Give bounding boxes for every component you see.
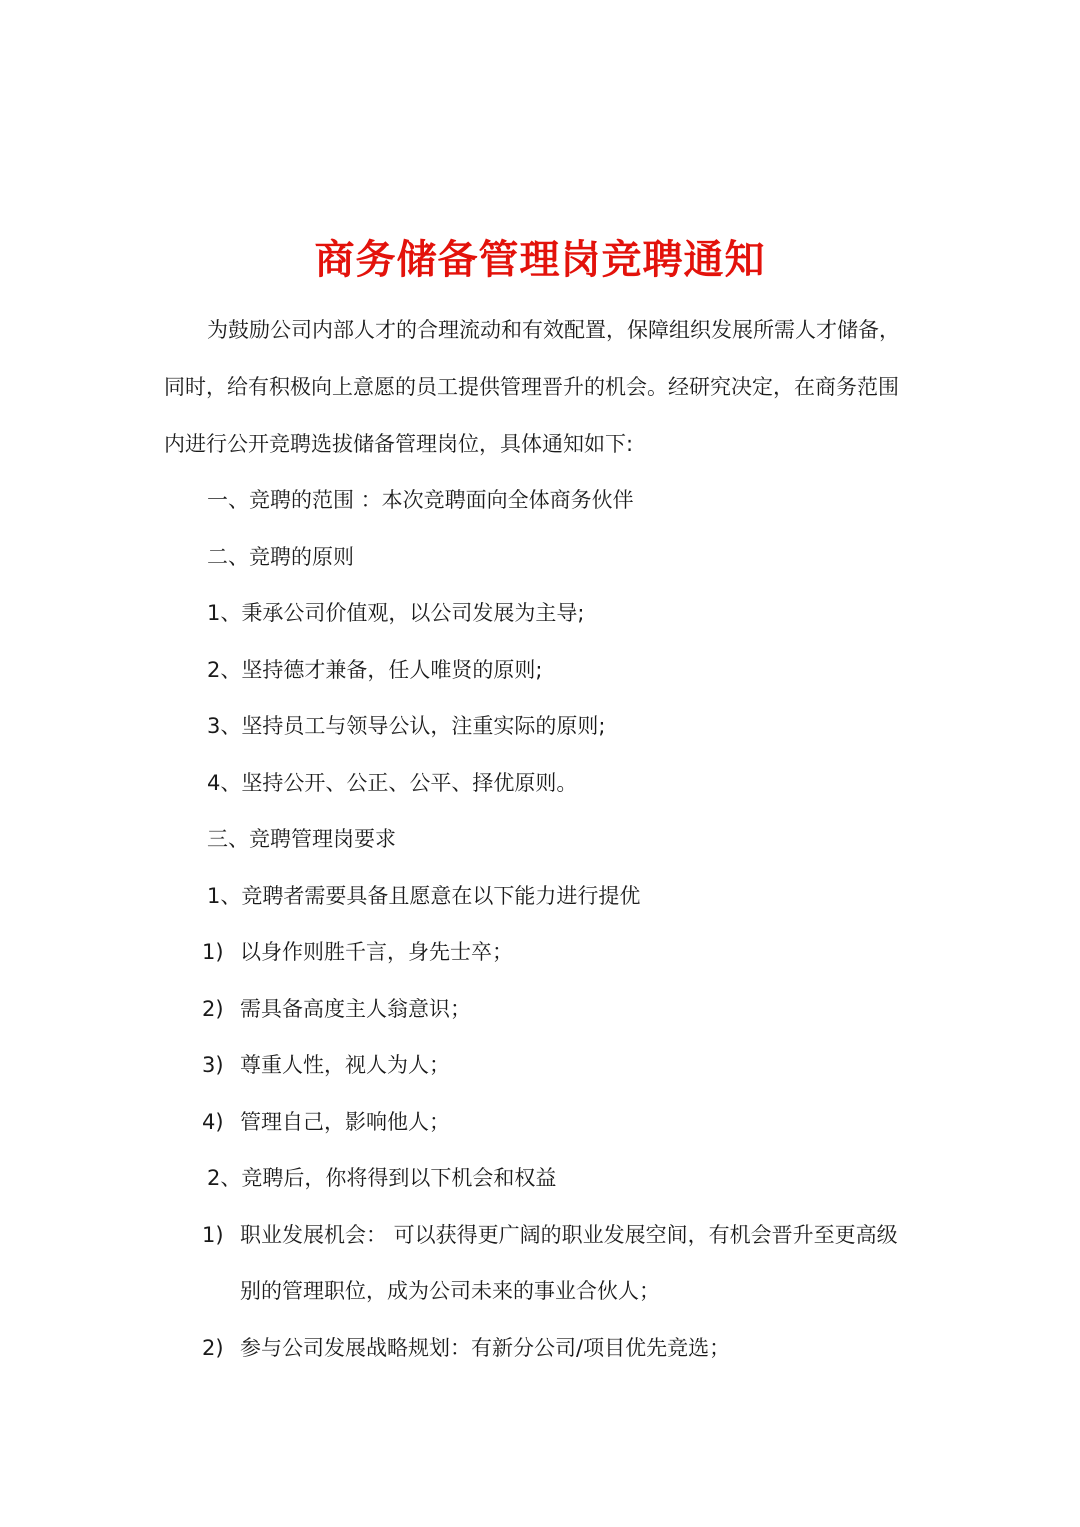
list-number: 2) (202, 1336, 224, 1360)
benefit-item (202, 1219, 898, 1251)
list-number: 1) (202, 940, 224, 964)
principle-item: 3、坚持员工与领导公认，注重实际的原则; (207, 714, 606, 738)
ability-item (202, 1106, 450, 1138)
requirements-sub1-heading: 1、竞聘者需要具备且愿意在以下能力进行提优 (207, 884, 641, 908)
benefit-item (202, 1332, 730, 1364)
intro-line-2: 同时，给有积极向上意愿的员工提供管理晋升的机会。经研究决定，在商务范围 (164, 375, 899, 399)
principle-item: 1、秉承公司价值观，以公司发展为主导; (207, 601, 585, 625)
list-text: 职业发展机会： 可以获得更广阔的职业发展空间，有机会晋升至更高级 (240, 1223, 898, 1247)
intro-line-3: 内进行公开竞聘选拔储备管理岗位，具体通知如下: (164, 432, 634, 456)
list-text: 以身作则胜千言，身先士卒； (240, 940, 513, 964)
principle-item: 4、坚持公开、公正、公平、择优原则。 (207, 771, 578, 795)
ability-item (202, 936, 513, 968)
benefit-item-continuation: 别的管理职位，成为公司未来的事业合伙人； (240, 1279, 660, 1303)
list-text: 需具备高度主人翁意识； (240, 997, 471, 1021)
list-text: 参与公司发展战略规划：有新分公司/项目优先竞选； (240, 1336, 731, 1360)
list-number: 3) (202, 1053, 224, 1077)
section-requirements-heading: 三、竞聘管理岗要求 (207, 827, 396, 851)
list-number: 2) (202, 997, 224, 1021)
document-title: 商务储备管理岗竞聘通知 (314, 237, 766, 283)
list-text: 尊重人性，视人为人； (240, 1053, 450, 1077)
list-number: 1) (202, 1223, 224, 1247)
intro-line-1: 为鼓励公司内部人才的合理流动和有效配置，保障组织发展所需人才储备， (207, 318, 900, 342)
list-number: 4) (202, 1110, 224, 1134)
section-scope: 一、竞聘的范围 ：本次竞聘面向全体商务伙伴 (207, 488, 634, 512)
section-principles-heading: 二、竞聘的原则 (207, 545, 354, 569)
principle-item: 2、坚持德才兼备，任人唯贤的原则; (207, 658, 543, 682)
ability-item (202, 993, 471, 1025)
requirements-sub2-heading: 2、竞聘后，你将得到以下机会和权益 (207, 1166, 557, 1190)
ability-item (202, 1049, 450, 1081)
list-text: 管理自己，影响他人； (240, 1110, 450, 1134)
